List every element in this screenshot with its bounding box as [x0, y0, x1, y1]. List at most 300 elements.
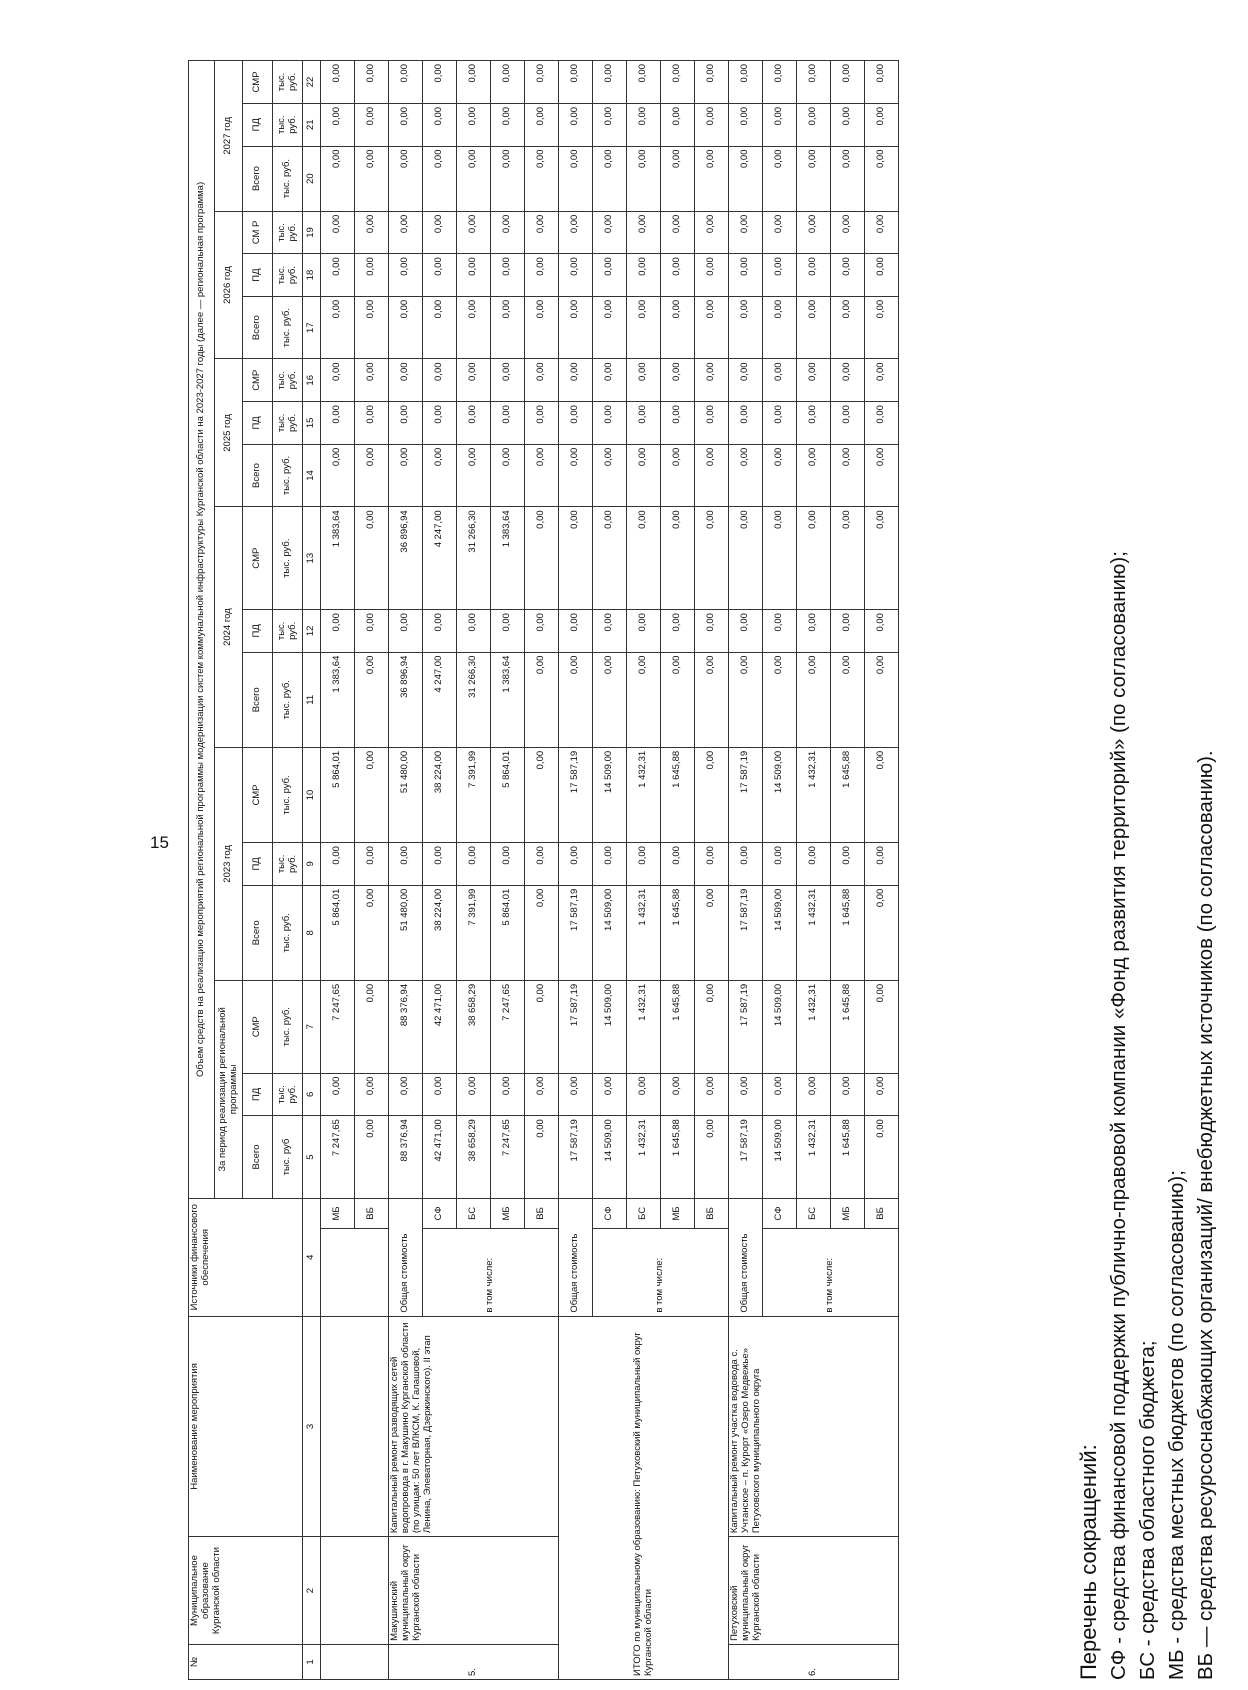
- value-cell: 0,00: [457, 402, 491, 445]
- value-cell: 0,00: [797, 61, 831, 104]
- value-cell: 0,00: [661, 211, 695, 254]
- value-cell: 17 587,19: [729, 885, 763, 980]
- header-pd: ПД: [243, 402, 273, 445]
- value-cell: 0,00: [389, 254, 423, 297]
- value-cell: 17 587,19: [729, 747, 763, 842]
- value-cell: 88 376,94: [389, 1116, 423, 1199]
- value-cell: 0,00: [491, 402, 525, 445]
- col-number: 18: [303, 254, 321, 297]
- value-cell: 0,00: [831, 103, 865, 146]
- value-cell: 1 645,88: [831, 980, 865, 1073]
- value-cell: 0,00: [525, 980, 559, 1073]
- value-cell: 0,00: [763, 211, 797, 254]
- header-pd: ПД: [243, 610, 273, 653]
- value-cell: 0,00: [355, 444, 389, 507]
- header-vsego: Всего: [243, 296, 273, 359]
- unit-cell: тыс. руб.: [273, 507, 303, 610]
- value-cell: 17 587,19: [729, 1116, 763, 1199]
- unit-cell: тыс. руб.: [273, 146, 303, 211]
- value-cell: 14 509,00: [593, 747, 627, 842]
- source-code: ВБ: [355, 1198, 389, 1228]
- value-cell: 0,00: [525, 211, 559, 254]
- value-cell: 0,00: [389, 211, 423, 254]
- including-label: в том числе:: [423, 1228, 559, 1316]
- value-cell: 0,00: [491, 211, 525, 254]
- value-cell: 0,00: [389, 402, 423, 445]
- value-cell: 0,00: [695, 1116, 729, 1199]
- value-cell: 0,00: [627, 652, 661, 747]
- value-cell: 0,00: [389, 1073, 423, 1116]
- value-cell: 0,00: [457, 359, 491, 402]
- total-cost-label: Общая стоимость: [389, 1198, 423, 1316]
- page-number: 15: [150, 833, 169, 852]
- header-2027: 2027 год: [215, 61, 243, 212]
- value-cell: 0,00: [423, 211, 457, 254]
- value-cell: 0,00: [491, 610, 525, 653]
- value-cell: 5 864,01: [491, 747, 525, 842]
- value-cell: 0,00: [321, 211, 355, 254]
- value-cell: 0,00: [865, 61, 899, 104]
- value-cell: 0,00: [661, 610, 695, 653]
- value-cell: 0,00: [661, 843, 695, 886]
- value-cell: 0,00: [593, 610, 627, 653]
- value-cell: 0,00: [389, 610, 423, 653]
- value-cell: 4 247,00: [423, 652, 457, 747]
- col-number: 7: [303, 980, 321, 1073]
- value-cell: 0,00: [457, 444, 491, 507]
- value-cell: 0,00: [355, 402, 389, 445]
- value-cell: 0,00: [355, 103, 389, 146]
- value-cell: 0,00: [525, 885, 559, 980]
- value-cell: 0,00: [321, 254, 355, 297]
- value-cell: 0,00: [627, 610, 661, 653]
- unit-cell: тыс. руб.: [273, 610, 303, 653]
- including-label: в том числе:: [763, 1228, 899, 1316]
- col-number: 16: [303, 359, 321, 402]
- cont-no-cell: [321, 1644, 389, 1679]
- value-cell: 0,00: [695, 211, 729, 254]
- value-cell: 0,00: [423, 146, 457, 211]
- value-cell: 0,00: [321, 1073, 355, 1116]
- value-cell: 4 247,00: [423, 507, 457, 610]
- value-cell: 0,00: [321, 61, 355, 104]
- unit-cell: тыс. руб.: [273, 296, 303, 359]
- value-cell: 7 247,65: [321, 980, 355, 1073]
- value-cell: 0,00: [525, 507, 559, 610]
- value-cell: 0,00: [831, 61, 865, 104]
- value-cell: 0,00: [661, 103, 695, 146]
- unit-cell: тыс. руб.: [273, 980, 303, 1073]
- value-cell: 38 658,29: [457, 980, 491, 1073]
- value-cell: 0,00: [457, 1073, 491, 1116]
- unit-cell: тыс. руб.: [273, 359, 303, 402]
- col-number: 6: [303, 1073, 321, 1116]
- value-cell: 0,00: [423, 1073, 457, 1116]
- value-cell: 1 645,88: [831, 1116, 865, 1199]
- value-cell: 0,00: [423, 254, 457, 297]
- value-cell: 0,00: [525, 402, 559, 445]
- item-no: 5.: [389, 1644, 559, 1679]
- value-cell: 0,00: [695, 747, 729, 842]
- value-cell: 0,00: [525, 652, 559, 747]
- value-cell: 0,00: [525, 146, 559, 211]
- value-cell: 0,00: [423, 444, 457, 507]
- value-cell: 0,00: [729, 359, 763, 402]
- value-cell: 17 587,19: [729, 980, 763, 1073]
- value-cell: 0,00: [559, 843, 593, 886]
- value-cell: 0,00: [763, 444, 797, 507]
- value-cell: 1 432,31: [797, 885, 831, 980]
- value-cell: 0,00: [729, 402, 763, 445]
- value-cell: 0,00: [729, 146, 763, 211]
- value-cell: 42 471,00: [423, 1116, 457, 1199]
- value-cell: 0,00: [593, 359, 627, 402]
- value-cell: 0,00: [695, 146, 729, 211]
- value-cell: 0,00: [661, 146, 695, 211]
- value-cell: 36 896,94: [389, 507, 423, 610]
- value-cell: 1 645,88: [661, 1116, 695, 1199]
- header-pd: ПД: [243, 843, 273, 886]
- value-cell: 0,00: [831, 610, 865, 653]
- value-cell: 5 864,01: [321, 885, 355, 980]
- value-cell: 0,00: [627, 507, 661, 610]
- value-cell: 0,00: [695, 103, 729, 146]
- value-cell: 0,00: [831, 843, 865, 886]
- source-code: ВБ: [695, 1198, 729, 1228]
- value-cell: 0,00: [865, 103, 899, 146]
- value-cell: 0,00: [831, 359, 865, 402]
- legend-item-sf: СФ - средства финансовой поддержки публично-правовой компании «Фонд развития территорий» (по согласованию);: [1107, 551, 1130, 1680]
- col-number: 14: [303, 444, 321, 507]
- header-smr: СМ Р: [243, 211, 273, 254]
- source-code: БС: [797, 1198, 831, 1228]
- value-cell: 0,00: [661, 444, 695, 507]
- value-cell: 0,00: [797, 254, 831, 297]
- value-cell: 0,00: [865, 843, 899, 886]
- value-cell: 0,00: [355, 61, 389, 104]
- value-cell: 0,00: [627, 1073, 661, 1116]
- value-cell: 0,00: [525, 1073, 559, 1116]
- value-cell: 0,00: [729, 444, 763, 507]
- item-activity: Капитальный ремонт разводящих сетей водопровода в г. Макушино Курганской области (по улицам: 50 лет ВЛКСМ, К. Галашовой, Ленина, Элеваторная, Дзержинского). II этап: [389, 1316, 559, 1537]
- value-cell: 0,00: [831, 444, 865, 507]
- value-cell: 0,00: [559, 146, 593, 211]
- value-cell: 0,00: [593, 254, 627, 297]
- value-cell: 0,00: [355, 843, 389, 886]
- value-cell: 0,00: [457, 254, 491, 297]
- value-cell: 0,00: [389, 359, 423, 402]
- value-cell: 0,00: [695, 444, 729, 507]
- value-cell: 88 376,94: [389, 980, 423, 1073]
- header-volume: Объем средств на реализацию мероприятий региональной программы модернизации систем коммунальной инфраструктуры Курганской области на 2023-2027 годы (далее — региональная программа): [189, 61, 215, 1199]
- value-cell: 0,00: [695, 507, 729, 610]
- col-number: 3: [303, 1316, 321, 1537]
- value-cell: 0,00: [389, 444, 423, 507]
- value-cell: 0,00: [423, 843, 457, 886]
- column-number-row: [303, 61, 321, 1680]
- value-cell: 7 391,99: [457, 885, 491, 980]
- value-cell: 0,00: [831, 652, 865, 747]
- source-code: МБ: [321, 1198, 355, 1228]
- value-cell: 0,00: [797, 610, 831, 653]
- value-cell: 1 432,31: [627, 747, 661, 842]
- value-cell: 0,00: [797, 211, 831, 254]
- value-cell: 1 432,31: [627, 1116, 661, 1199]
- financing-table: [188, 60, 899, 1680]
- header-smr: СМР: [243, 747, 273, 842]
- value-cell: 0,00: [865, 885, 899, 980]
- value-cell: 0,00: [831, 211, 865, 254]
- value-cell: 0,00: [627, 254, 661, 297]
- value-cell: 0,00: [763, 402, 797, 445]
- value-cell: 1 383,64: [491, 652, 525, 747]
- value-cell: 0,00: [559, 652, 593, 747]
- value-cell: 0,00: [525, 1116, 559, 1199]
- value-cell: 0,00: [729, 296, 763, 359]
- header-municipality: Муниципальное образование Курганской области: [189, 1537, 303, 1645]
- value-cell: 0,00: [865, 211, 899, 254]
- value-cell: 0,00: [627, 211, 661, 254]
- value-cell: 0,00: [797, 444, 831, 507]
- value-cell: 0,00: [729, 61, 763, 104]
- source-code: СФ: [423, 1198, 457, 1228]
- header-pd: ПД: [243, 1073, 273, 1116]
- unit-cell: тыс. руб.: [273, 103, 303, 146]
- col-number: 2: [303, 1537, 321, 1645]
- value-cell: 0,00: [729, 843, 763, 886]
- value-cell: 0,00: [729, 211, 763, 254]
- item-municipality: Петуховский муниципальный округ Курганской области: [729, 1537, 899, 1645]
- value-cell: 0,00: [831, 146, 865, 211]
- value-cell: 38 658,29: [457, 1116, 491, 1199]
- value-cell: 0,00: [729, 1073, 763, 1116]
- value-cell: 0,00: [797, 507, 831, 610]
- value-cell: 0,00: [525, 103, 559, 146]
- value-cell: 0,00: [831, 254, 865, 297]
- value-cell: 0,00: [797, 652, 831, 747]
- source-code: МБ: [831, 1198, 865, 1228]
- value-cell: 0,00: [593, 652, 627, 747]
- value-cell: 0,00: [355, 980, 389, 1073]
- value-cell: 0,00: [763, 843, 797, 886]
- value-cell: 0,00: [423, 359, 457, 402]
- value-cell: 0,00: [661, 61, 695, 104]
- source-code: МБ: [661, 1198, 695, 1228]
- value-cell: 1 432,31: [797, 747, 831, 842]
- value-cell: 51 480,00: [389, 885, 423, 980]
- value-cell: 0,00: [491, 61, 525, 104]
- value-cell: 38 224,00: [423, 885, 457, 980]
- col-number: 17: [303, 296, 321, 359]
- unit-cell: тыс. руб: [273, 1116, 303, 1199]
- value-cell: 0,00: [627, 359, 661, 402]
- value-cell: 0,00: [695, 359, 729, 402]
- unit-cell: тыс. руб.: [273, 211, 303, 254]
- value-cell: 0,00: [865, 652, 899, 747]
- value-cell: 0,00: [797, 359, 831, 402]
- value-cell: 0,00: [355, 254, 389, 297]
- value-cell: 0,00: [321, 146, 355, 211]
- unit-cell: тыс. руб.: [273, 1073, 303, 1116]
- value-cell: 0,00: [763, 146, 797, 211]
- cont-activity-cell: [321, 1316, 389, 1537]
- value-cell: 0,00: [627, 103, 661, 146]
- value-cell: 0,00: [457, 610, 491, 653]
- header-smr: СМР: [243, 507, 273, 610]
- header-smr: СМР: [243, 980, 273, 1073]
- value-cell: 0,00: [525, 610, 559, 653]
- value-cell: 0,00: [729, 254, 763, 297]
- value-cell: 0,00: [593, 507, 627, 610]
- header-2023: 2023 год: [215, 747, 243, 980]
- unit-cell: тыс. руб.: [273, 254, 303, 297]
- value-cell: 14 509,00: [763, 885, 797, 980]
- value-cell: 0,00: [559, 1073, 593, 1116]
- value-cell: 0,00: [355, 747, 389, 842]
- value-cell: 5 864,01: [491, 885, 525, 980]
- value-cell: 1 645,88: [831, 885, 865, 980]
- source-code: ВБ: [865, 1198, 899, 1228]
- value-cell: 0,00: [355, 296, 389, 359]
- header-vsego: Всего: [243, 652, 273, 747]
- unit-cell: тыс. руб.: [273, 747, 303, 842]
- value-cell: 0,00: [559, 444, 593, 507]
- value-cell: 0,00: [321, 444, 355, 507]
- value-cell: 0,00: [593, 843, 627, 886]
- value-cell: 0,00: [491, 359, 525, 402]
- value-cell: 0,00: [695, 254, 729, 297]
- value-cell: 0,00: [627, 146, 661, 211]
- header-activity: Наименование мероприятия: [189, 1316, 303, 1537]
- value-cell: 0,00: [797, 402, 831, 445]
- value-cell: 0,00: [525, 444, 559, 507]
- header-pd: ПД: [243, 103, 273, 146]
- value-cell: 0,00: [593, 103, 627, 146]
- unit-cell: тыс. руб.: [273, 444, 303, 507]
- value-cell: 1 432,31: [627, 885, 661, 980]
- value-cell: 0,00: [763, 61, 797, 104]
- value-cell: 17 587,19: [559, 1116, 593, 1199]
- value-cell: 0,00: [423, 402, 457, 445]
- value-cell: 14 509,00: [763, 980, 797, 1073]
- value-cell: 0,00: [763, 652, 797, 747]
- value-cell: 14 509,00: [763, 1116, 797, 1199]
- value-cell: 0,00: [321, 610, 355, 653]
- value-cell: 0,00: [559, 507, 593, 610]
- value-cell: 1 432,31: [797, 1116, 831, 1199]
- value-cell: 51 480,00: [389, 747, 423, 842]
- value-cell: 0,00: [661, 359, 695, 402]
- value-cell: 0,00: [457, 211, 491, 254]
- value-cell: 38 224,00: [423, 747, 457, 842]
- value-cell: 0,00: [491, 146, 525, 211]
- value-cell: 0,00: [593, 1073, 627, 1116]
- header-period: За период реализации региональной программы: [215, 980, 243, 1198]
- value-cell: 0,00: [491, 444, 525, 507]
- value-cell: 0,00: [593, 61, 627, 104]
- value-cell: 0,00: [831, 402, 865, 445]
- source-code: ВБ: [525, 1198, 559, 1228]
- value-cell: 0,00: [831, 507, 865, 610]
- value-cell: 0,00: [695, 1073, 729, 1116]
- total-cost-label: Общая стоимость: [559, 1198, 593, 1316]
- value-cell: 0,00: [695, 61, 729, 104]
- table-row: [389, 61, 423, 1680]
- col-number: 10: [303, 747, 321, 842]
- value-cell: 1 432,31: [797, 980, 831, 1073]
- value-cell: 0,00: [627, 296, 661, 359]
- header-smr: СМР: [243, 61, 273, 104]
- table-body: [321, 61, 899, 1680]
- col-number: 20: [303, 146, 321, 211]
- value-cell: 0,00: [593, 296, 627, 359]
- value-cell: 0,00: [865, 747, 899, 842]
- value-cell: 0,00: [763, 507, 797, 610]
- col-number: 5: [303, 1116, 321, 1199]
- value-cell: 0,00: [525, 296, 559, 359]
- header-sources: Источники финансового обеспечения: [189, 1198, 303, 1316]
- value-cell: 1 383,64: [321, 507, 355, 610]
- value-cell: 0,00: [355, 359, 389, 402]
- value-cell: 0,00: [491, 103, 525, 146]
- value-cell: 0,00: [389, 843, 423, 886]
- value-cell: 14 509,00: [593, 980, 627, 1073]
- col-number: 15: [303, 402, 321, 445]
- value-cell: 0,00: [797, 103, 831, 146]
- value-cell: 0,00: [763, 296, 797, 359]
- itogo-label: ИТОГО по муниципальному образованию: Петуховский муниципальный округ Курганской области: [559, 1316, 729, 1679]
- value-cell: 0,00: [865, 980, 899, 1073]
- value-cell: 0,00: [865, 146, 899, 211]
- value-cell: 1 383,64: [491, 507, 525, 610]
- legend-item-vb: ВБ — средства ресурсоснабжающих организаций/ внебюджетных источников (по согласованию).: [1194, 750, 1217, 1680]
- value-cell: 0,00: [729, 652, 763, 747]
- value-cell: 0,00: [491, 1073, 525, 1116]
- value-cell: 0,00: [525, 747, 559, 842]
- value-cell: 0,00: [695, 843, 729, 886]
- legend-title: Перечень сокращений:: [1076, 1444, 1101, 1680]
- value-cell: 5 864,01: [321, 747, 355, 842]
- total-cost-label: Общая стоимость: [729, 1198, 763, 1316]
- value-cell: 0,00: [661, 1073, 695, 1116]
- value-cell: 0,00: [321, 296, 355, 359]
- value-cell: 1 383,64: [321, 652, 355, 747]
- value-cell: 0,00: [729, 507, 763, 610]
- value-cell: 0,00: [457, 146, 491, 211]
- value-cell: 0,00: [865, 507, 899, 610]
- value-cell: 0,00: [389, 296, 423, 359]
- value-cell: 31 266,30: [457, 507, 491, 610]
- value-cell: 0,00: [457, 843, 491, 886]
- value-cell: 0,00: [627, 61, 661, 104]
- value-cell: 31 266,30: [457, 652, 491, 747]
- value-cell: 17 587,19: [559, 980, 593, 1073]
- value-cell: 0,00: [423, 103, 457, 146]
- table-row: [559, 61, 593, 1680]
- col-number: 1: [303, 1644, 321, 1679]
- col-number: 12: [303, 610, 321, 653]
- value-cell: 0,00: [355, 652, 389, 747]
- table-row: [729, 61, 763, 1680]
- value-cell: 7 247,65: [491, 1116, 525, 1199]
- value-cell: 0,00: [355, 507, 389, 610]
- value-cell: 0,00: [627, 402, 661, 445]
- value-cell: 0,00: [423, 61, 457, 104]
- value-cell: 0,00: [695, 296, 729, 359]
- source-code: СФ: [593, 1198, 627, 1228]
- header-vsego: Всего: [243, 1116, 273, 1199]
- legend-item-mb: МБ - средства местных бюджетов (по согласованию);: [1165, 1170, 1188, 1680]
